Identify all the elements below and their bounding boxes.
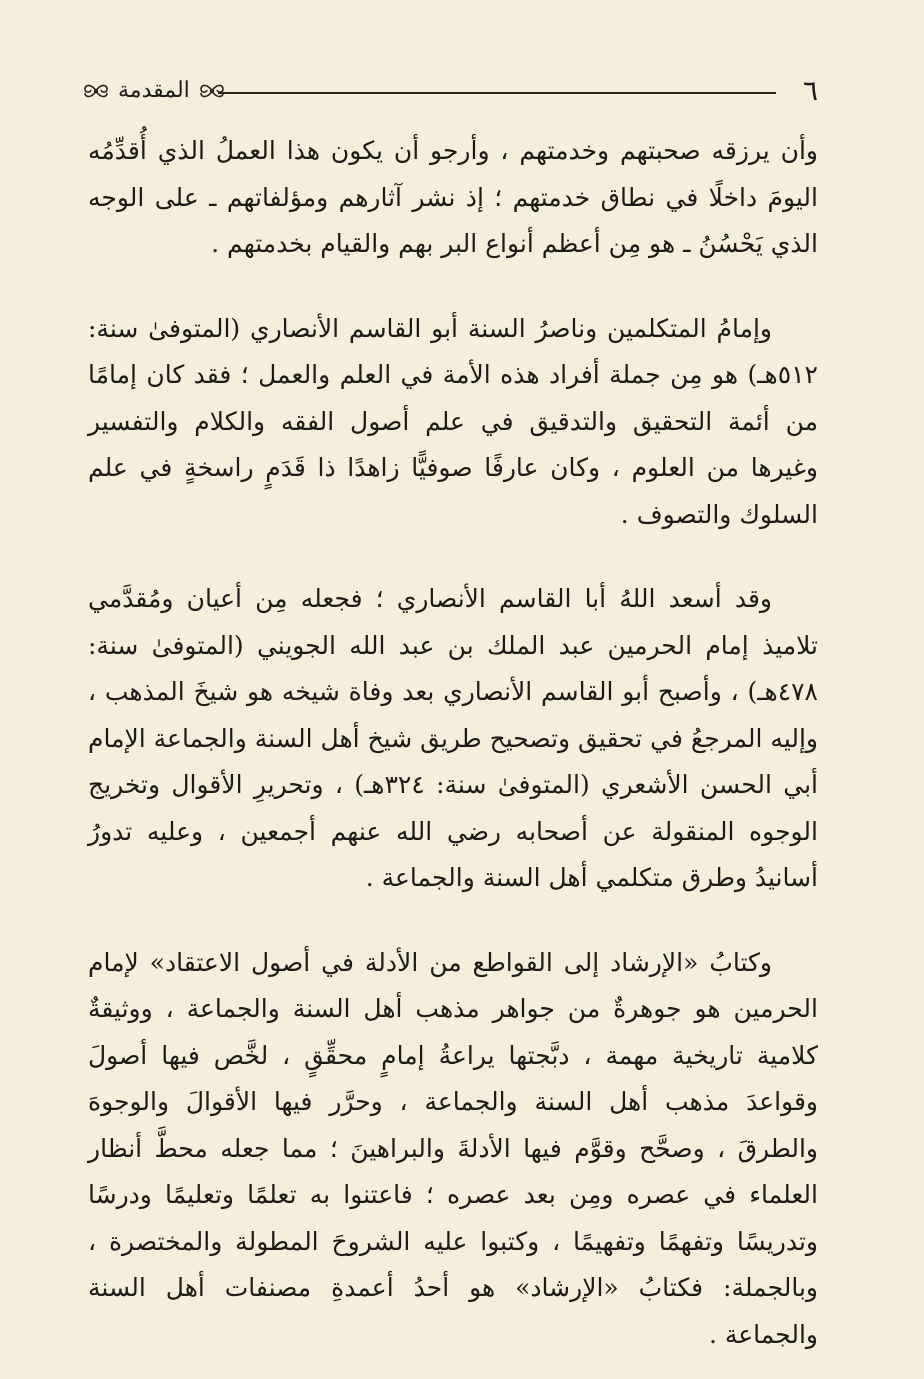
floral-ornament-icon (82, 80, 110, 102)
header-title-group (82, 74, 226, 108)
page-number: ٦ (802, 74, 818, 107)
header-rule (218, 92, 776, 94)
paragraph: وأن يرزقه صحبتهم وخدمتهم ، وأرجو أن يكون هذا العملُ الذي أُقدِّمُه اليومَ داخلًا في نطاق خدمتهم ؛ إذ نشر آثارهم ومؤلفاتهم ـ على الوجه الذي يَحْسُنُ ـ هو مِن أعظم أنواع البر بهم والقيام بخدمتهم . (88, 136, 818, 258)
paragraph: وإمامُ المتكلمين وناصرُ السنة أبو القاسم الأنصاري (المتوفىٰ سنة: ٥١٢هـ) هو مِن جملة أفراد هذه الأمة في العلم والعمل ؛ فقد كان إمامًا من أئمة التحقيق والتدقيق في علم أصول الفقه والكلام والتفسير وغيرها من العلوم ، وكان عارفًا صوفيًّا زاهدًا ذا قَدَمٍ راسخةٍ في علم السلوك والتصوف . (88, 313, 818, 529)
body-text (88, 128, 818, 1379)
header-title: المقدمة (118, 78, 190, 103)
paragraph: وقد أسعد اللهُ أبا القاسم الأنصاري ؛ فجعله مِن أعيان ومُقدَّمي تلاميذ إمام الحرمين عبد الملك بن عبد الله الجويني (المتوفىٰ سنة: ٤٧٨هـ) ، وأصبح أبو القاسم الأنصاري بعد وفاة شيخه هو شيخَ المذهب ، وإليه المرجعُ في تحقيق وتصحيح طريق شيخ أهل السنة والجماعة الإمام أبي الحسن الأشعري (المتوفىٰ سنة: ٣٢٤هـ) ، وتحريرِ الأقوال وتخريج الوجوه المنقولة عن أصحابه رضي الله عنهم أجمعين ، وعليه تدورُ أسانيدُ وطرق متكلمي أهل السنة والجماعة . (88, 584, 818, 892)
running-header (82, 74, 818, 108)
paragraph: وكتابُ «الإرشاد إلى القواطع من الأدلة في أصول الاعتقاد» لإمام الحرمين هو جوهرةٌ من جواهر مذهب أهل السنة والجماعة ، ووثيقةٌ كلامية تاريخية مهمة ، دبَّجتها يراعةُ إمامٍ محقِّقٍ ، لخَّص فيها أصولَ وقواعدَ مذهب أهل السنة والجماعة ، وحرَّر فيها الأقوالَ والوجوهَ والطرقَ ، وصحَّح وقوَّم فيها الأدلةَ والبراهينَ ؛ مما جعله محطَّ أنظار العلماء في عصره ومِن بعد عصره ؛ فاعتنوا به تعلمًا وتعليمًا ودرسًا وتدريسًا وتفهمًا وتفهيمًا ، وكتبوا عليه الشروحَ المطولة والمختصرة ، وبالجملة: فكتابُ «الإرشاد» هو أحدُ أعمدةِ مصنفات أهل السنة والجماعة . (88, 947, 818, 1349)
floral-ornament-icon (198, 80, 226, 102)
